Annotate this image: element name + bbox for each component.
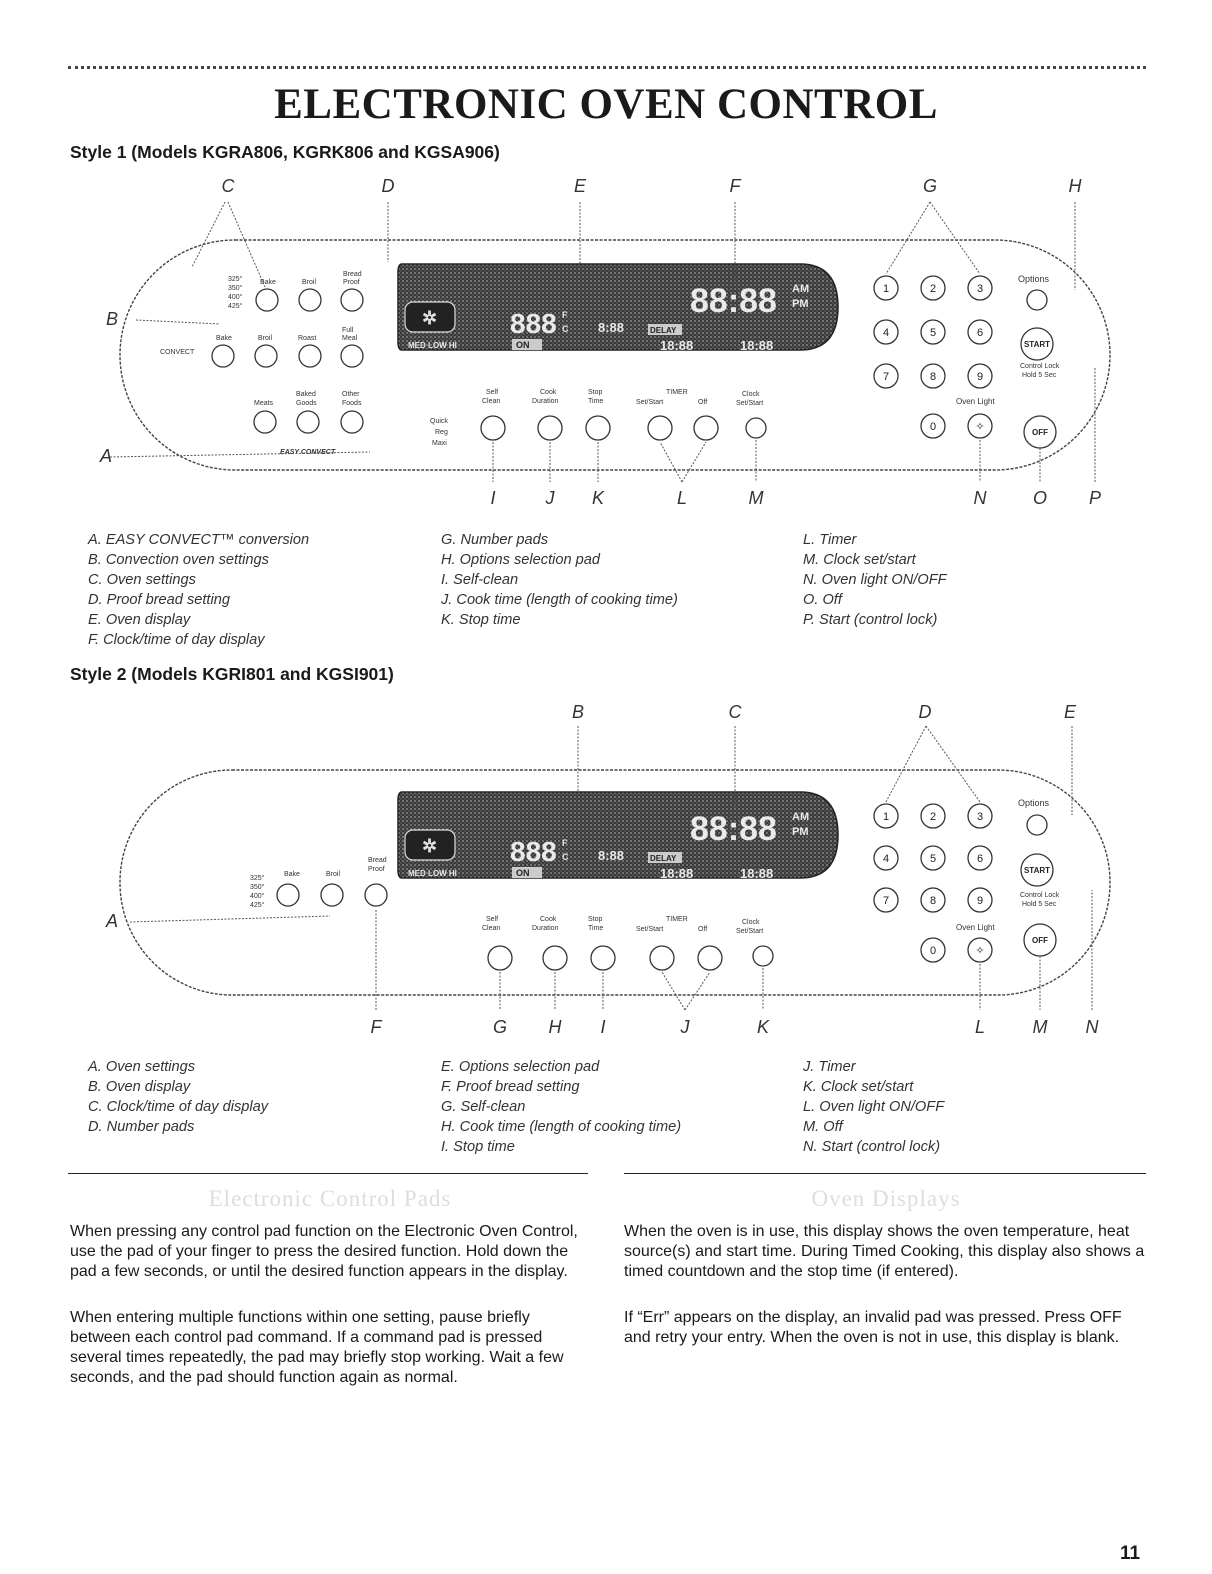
broil-pad[interactable]	[321, 884, 343, 906]
display-small-temp: 8:88	[598, 320, 625, 335]
display-med-low-hi: MED LOW HI	[408, 341, 457, 350]
number-5: 5	[929, 853, 937, 865]
bake-pad[interactable]	[256, 289, 278, 311]
temp-425: 425°	[228, 303, 243, 310]
temp-325: 325°	[228, 276, 243, 283]
callout-h: H	[1068, 176, 1082, 196]
style1-panel-svg	[70, 172, 1150, 517]
callout-d: D	[381, 176, 395, 196]
off-pad-label: OFF	[1032, 936, 1048, 945]
clock-label: Clock	[742, 391, 760, 398]
oven-displays-heading: Oven Displays	[811, 1186, 961, 1211]
cook-duration-pad[interactable]	[543, 946, 567, 970]
legend-item: N. Oven light ON/OFF	[803, 572, 947, 588]
number-3: 3	[976, 283, 984, 295]
legend-item: D. Proof bread setting	[88, 592, 230, 608]
number-5: 5	[929, 327, 937, 339]
options-pad[interactable]	[1027, 290, 1047, 310]
display-delay: DELAY	[650, 326, 677, 335]
hold-5-sec-label: Hold 5 Sec	[1022, 901, 1057, 908]
callout-i: I	[600, 1017, 606, 1037]
display-clock-digits: 88:88	[690, 282, 777, 320]
baked-goods-pad[interactable]	[297, 411, 319, 433]
other-label: Other	[342, 391, 360, 398]
clock-set-start-label: Set/Start	[736, 928, 764, 935]
callout-k: K	[756, 1017, 769, 1037]
display-start-time: 18:88	[660, 338, 694, 353]
legend-item: E. Options selection pad	[441, 1059, 600, 1075]
clean-label: Clean	[482, 398, 501, 405]
number-4: 4	[882, 853, 890, 865]
legend-item: K. Stop time	[441, 612, 521, 628]
legend-item: C. Oven settings	[88, 572, 196, 588]
proof-label: Proof	[368, 866, 385, 873]
meats-label: Meats	[254, 400, 274, 407]
timer-set-start-pad[interactable]	[648, 416, 672, 440]
proof-label: Proof	[343, 279, 360, 286]
fan-symbol: ✲	[422, 836, 438, 856]
callout-e: E	[1063, 702, 1076, 722]
cook-label: Cook	[540, 916, 557, 923]
number-9: 9	[976, 895, 984, 907]
display-stop-time: 18:88	[740, 338, 774, 353]
quick-label: Quick	[430, 418, 448, 425]
broil-pad[interactable]	[299, 289, 321, 311]
conv-broil-label: Broil	[258, 335, 273, 342]
self-label: Self	[486, 916, 499, 923]
callout-g: G	[922, 176, 937, 196]
callout-m: M	[1032, 1017, 1048, 1037]
temp-325: 325°	[250, 875, 265, 882]
oven-displays-paragraph-2: If “Err” appears on the display, an invalid pad was pressed. Press OFF and retry your entry. When the oven is not in use, this display is blank.	[624, 1309, 1122, 1346]
control-lock-label: Control Lock	[1020, 363, 1060, 370]
control-pads-paragraph-1: When pressing any control pad function on the Electronic Oven Control, use the pad of your finger to press the desired function. Hold down the pad a few seconds, or until the desired function appears in the display.	[70, 1223, 578, 1280]
legend-item: D. Number pads	[88, 1119, 195, 1135]
number-6: 6	[976, 853, 984, 865]
callout-c: C	[221, 176, 235, 196]
callout-l: L	[676, 488, 687, 508]
roast-label: Roast	[298, 335, 317, 342]
callout-b: B	[105, 309, 118, 329]
time-label: Time	[588, 925, 604, 932]
display-temp-digits: 888	[510, 836, 557, 867]
timer-off-label: Off	[698, 399, 708, 406]
bake-pad[interactable]	[277, 884, 299, 906]
start-pad-label: START	[1023, 866, 1051, 875]
control-lock-label: Control Lock	[1020, 892, 1060, 899]
display-clock-digits: 88:88	[690, 810, 777, 848]
style1-legend-col-2	[441, 530, 678, 630]
clock-set-start-pad[interactable]	[753, 946, 773, 966]
number-3: 3	[976, 811, 984, 823]
number-7: 7	[882, 371, 890, 383]
callout-h: H	[548, 1017, 562, 1037]
legend-item: C. Clock/time of day display	[88, 1099, 269, 1115]
timer-set-start-label: Set/Start	[636, 926, 664, 933]
legend-item: O. Off	[803, 592, 842, 608]
proof-pad[interactable]	[341, 289, 363, 311]
legend-item: M. Clock set/start	[803, 552, 916, 568]
legend-item: J. Cook time (length of cooking time)	[441, 592, 678, 608]
timer-set-start-pad[interactable]	[650, 946, 674, 970]
control-pads-heading: Electronic Control Pads	[208, 1186, 452, 1211]
duration-label: Duration	[532, 925, 559, 932]
conv-bake-label: Bake	[216, 335, 232, 342]
convect-broil-pad[interactable]	[255, 345, 277, 367]
number-8: 8	[929, 371, 937, 383]
callout-d: D	[918, 702, 932, 722]
callout-a: A	[105, 911, 118, 931]
self-clean-pad[interactable]	[488, 946, 512, 970]
display-stop-time: 18:88	[740, 866, 774, 881]
callout-n: N	[973, 488, 987, 508]
fan-symbol: ✲	[422, 308, 438, 328]
callout-e: E	[573, 176, 586, 196]
options-pad[interactable]	[1027, 815, 1047, 835]
easy-convect-label: EASY CONVECT	[280, 449, 336, 456]
style1-legend-col-1	[88, 530, 309, 650]
callout-p: P	[1088, 488, 1101, 508]
number-1: 1	[882, 283, 890, 295]
display-unit-f: F	[562, 838, 568, 848]
callout-j: J	[545, 488, 555, 508]
legend-item: A. EASY CONVECT™ conversion	[88, 532, 310, 548]
control-pads-paragraph-2: When entering multiple functions within one setting, pause briefly between each control pad command. If a command pad is pressed several times repeatedly, the pad may briefly stop working. Wait a few seconds, and the pad should function again as normal.	[70, 1309, 564, 1386]
clean-label: Clean	[482, 925, 501, 932]
baked-label: Baked	[296, 391, 316, 398]
callout-n: N	[1085, 1017, 1099, 1037]
bake-label: Bake	[284, 871, 300, 878]
legend-item: G. Self-clean	[441, 1099, 526, 1115]
callout-i: I	[490, 488, 496, 508]
section-rule-left	[68, 1173, 588, 1174]
number-1: 1	[882, 811, 890, 823]
options-label: Options	[1018, 798, 1050, 808]
start-pad-label: START	[1023, 340, 1051, 349]
bread-label: Bread	[343, 271, 362, 278]
legend-item: H. Options selection pad	[441, 552, 600, 568]
legend-item: G. Number pads	[441, 532, 549, 548]
timer-off-pad[interactable]	[694, 416, 718, 440]
cook-duration-pad[interactable]	[538, 416, 562, 440]
temp-400: 400°	[250, 893, 265, 900]
callout-g: G	[492, 1017, 507, 1037]
timer-set-start-label: Set/Start	[636, 399, 664, 406]
full-meal-pad[interactable]	[341, 345, 363, 367]
legend-item: E. Oven display	[88, 612, 191, 628]
style1-heading: Style 1 (Models KGRA806, KGRK806 and KGSA906)	[70, 142, 500, 162]
number-0: 0	[929, 421, 937, 433]
goods-label: Goods	[296, 400, 317, 407]
legend-item: A. Oven settings	[88, 1059, 196, 1075]
number-6: 6	[976, 327, 984, 339]
maxi-label: Maxi	[432, 440, 447, 447]
self-clean-pad[interactable]	[481, 416, 505, 440]
display-pm: PM	[792, 298, 809, 310]
display-unit-c: C	[562, 324, 569, 334]
display-am: AM	[792, 283, 810, 295]
temp-400: 400°	[228, 294, 243, 301]
style2-panel-svg	[70, 700, 1150, 1050]
hold-5-sec-label: Hold 5 Sec	[1022, 372, 1057, 379]
display-unit-c: C	[562, 852, 569, 862]
display-pm: PM	[792, 826, 809, 838]
display-temp-digits: 888	[510, 308, 557, 339]
timer-label: TIMER	[666, 916, 688, 923]
number-8: 8	[929, 895, 937, 907]
callout-f: F	[729, 176, 741, 196]
page-title: ELECTRONIC OVEN CONTROL	[274, 81, 938, 128]
legend-item: L. Oven light ON/OFF	[803, 1099, 945, 1115]
stop-time-pad[interactable]	[591, 946, 615, 970]
clock-set-start-label: Set/Start	[736, 400, 764, 407]
number-2: 2	[929, 811, 937, 823]
callout-l: L	[974, 1017, 985, 1037]
legend-item: N. Start (control lock)	[803, 1139, 941, 1155]
off-pad-label: OFF	[1032, 428, 1048, 437]
stop-label: Stop	[588, 916, 603, 923]
callout-c: C	[728, 702, 742, 722]
style2-heading: Style 2 (Models KGRI801 and KGSI901)	[70, 664, 394, 684]
legend-item: B. Oven display	[88, 1079, 191, 1095]
callout-o: O	[1032, 488, 1047, 508]
number-2: 2	[929, 283, 937, 295]
clock-set-start-pad[interactable]	[746, 418, 766, 438]
convect-label: CONVECT	[160, 349, 195, 356]
bulb-icon: ✧	[975, 945, 985, 957]
timer-label: TIMER	[666, 389, 688, 396]
legend-item: I. Stop time	[441, 1139, 515, 1155]
broil-label: Broil	[302, 279, 317, 286]
cook-label: Cook	[540, 389, 557, 396]
page-number: 11	[1120, 1543, 1141, 1564]
stop-label: Stop	[588, 389, 603, 396]
display-delay: DELAY	[650, 854, 677, 863]
self-label: Self	[486, 389, 499, 396]
stop-time-pad[interactable]	[586, 416, 610, 440]
proof-pad[interactable]	[365, 884, 387, 906]
number-4: 4	[882, 327, 890, 339]
time-label: Time	[588, 398, 604, 405]
oven-light-label: Oven Light	[956, 923, 995, 932]
temp-350: 350°	[228, 285, 243, 292]
style1-control-diagram	[70, 172, 1150, 517]
reg-label: Reg	[435, 429, 448, 436]
legend-item: P. Start (control lock)	[803, 612, 938, 628]
oven-light-label: Oven Light	[956, 397, 995, 406]
display-am: AM	[792, 811, 810, 823]
convect-bake-pad[interactable]	[212, 345, 234, 367]
callout-m: M	[748, 488, 764, 508]
temp-350: 350°	[250, 884, 265, 891]
number-0: 0	[929, 945, 937, 957]
style2-legend-col-3	[803, 1057, 944, 1157]
legend-item: J. Timer	[803, 1059, 856, 1075]
bread-label: Bread	[368, 857, 387, 864]
callout-j: J	[680, 1017, 690, 1037]
broil-label: Broil	[326, 871, 341, 878]
legend-item: L. Timer	[803, 532, 857, 548]
callout-a: A	[99, 446, 112, 466]
top-dotted-rule	[68, 66, 1146, 69]
bulb-icon: ✧	[975, 421, 985, 433]
convect-roast-pad[interactable]	[299, 345, 321, 367]
callout-k: K	[591, 488, 604, 508]
meal-label: Meal	[342, 335, 358, 342]
callout-b: B	[571, 702, 584, 722]
legend-item: K. Clock set/start	[803, 1079, 914, 1095]
temp-425: 425°	[250, 902, 265, 909]
legend-item: H. Cook time (length of cooking time)	[441, 1119, 682, 1135]
display-on: ON	[516, 868, 530, 878]
style2-legend-col-2	[441, 1057, 681, 1157]
section-rule-right	[624, 1173, 1146, 1174]
legend-item: F. Proof bread setting	[441, 1079, 580, 1095]
options-label: Options	[1018, 274, 1050, 284]
callout-f: F	[370, 1017, 382, 1037]
display-med-low-hi: MED LOW HI	[408, 869, 457, 878]
oven-displays-paragraph-1: When the oven is in use, this display shows the oven temperature, heat source(s) and start time. During Timed Cooking, this display also shows a timed countdown and the stop time (if entered).	[624, 1223, 1145, 1280]
style2-control-diagram	[70, 700, 1150, 1050]
display-start-time: 18:88	[660, 866, 694, 881]
clock-label: Clock	[742, 919, 760, 926]
legend-item: B. Convection oven settings	[88, 552, 269, 568]
style2-legend-col-1	[88, 1057, 268, 1137]
timer-off-label: Off	[698, 926, 708, 933]
timer-off-pad[interactable]	[698, 946, 722, 970]
full-label: Full	[342, 327, 354, 334]
display-on: ON	[516, 340, 530, 350]
duration-label: Duration	[532, 398, 559, 405]
display-small-temp: 8:88	[598, 848, 625, 863]
other-foods-pad[interactable]	[341, 411, 363, 433]
number-9: 9	[976, 371, 984, 383]
meats-pad[interactable]	[254, 411, 276, 433]
legend-item: F. Clock/time of day display	[88, 632, 265, 648]
legend-item: I. Self-clean	[441, 572, 519, 588]
number-7: 7	[882, 895, 890, 907]
bake-label: Bake	[260, 279, 276, 286]
display-unit-f: F	[562, 310, 568, 320]
style1-legend-col-3	[803, 530, 947, 630]
foods-label: Foods	[342, 400, 362, 407]
legend-item: M. Off	[803, 1119, 843, 1135]
